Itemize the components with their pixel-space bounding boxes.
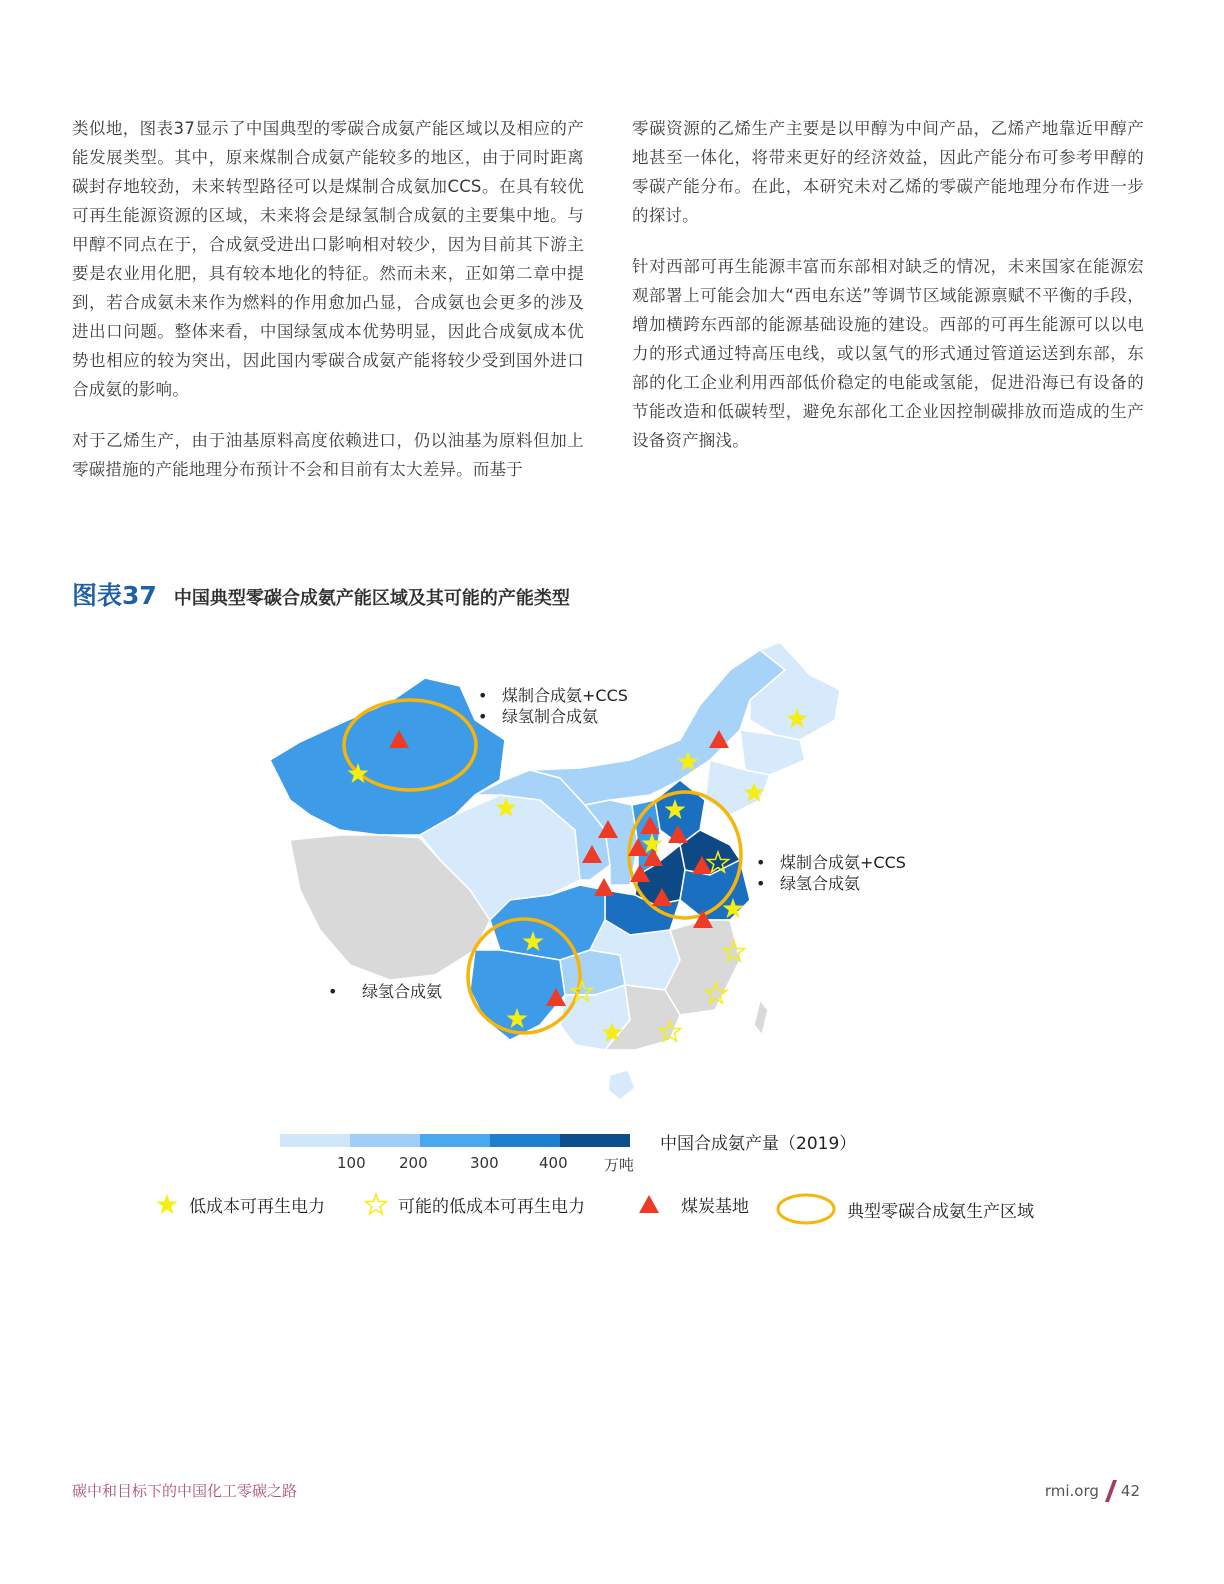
legend-item-ellipse: [775, 1192, 1034, 1226]
region-taiwan: [754, 1000, 768, 1035]
annotation-line: 煤制合成氨+CCS: [780, 853, 906, 872]
right-text-column: [632, 114, 1144, 477]
paragraph: 零碳资源的乙烯生产主要是以甲醇为中间产品，乙烯产地靠近甲醇产地甚至一体化，将带来更好的经济效益，因此产能分布可参考甲醇的零碳产能分布。在此，本研究未对乙烯的零碳产能地理分布作进一步的探讨。: [632, 119, 1144, 225]
scale-tick: 100: [337, 1154, 366, 1172]
annotation-east: [756, 852, 906, 894]
bullet: •: [478, 686, 488, 705]
scale-tick: 万吨: [604, 1156, 635, 1174]
paragraph: 针对西部可再生能源丰富而东部相对缺乏的情况，未来国家在能源宏观部署上可能会加大“西电东送”等调节区域能源禀赋不平衡的手段，增加横跨东西部的能源基础设施的建设。西部的可再生能源可以以电力的形式通过特高压电线，或以氢气的形式通过管道运送到东部，东部的化工企业利用西部低价稳定的电能或氢能，促进沿海已有设备的节能改造和低碳转型，避免东部化工企业因控制碳排放而造成的生产设备资产搁浅。: [632, 257, 1144, 450]
figure-title: [72, 576, 570, 612]
paragraph: 类似地，图表37显示了中国典型的零碳合成氨产能区域以及相应的产能发展类型。其中，原来煤制合成氨产能较多的地区，由于同时距离碳封存地较劲，未来转型路径可以是煤制合成氨加CCS。在具有较优可再生能源资源的区域，未来将会是绿氢制合成氨的主要集中地。与甲醇不同点在于，合成氨受进出口影响相对较少，因为目前其下游主要是农业用化肥，具有较本地化的特征。然而未来，正如第二章中提到，若合成氨未来作为燃料的作用愈加凸显，合成氨也会更多的涉及进出口问题。整体来看，中国绿氢成本优势明显，因此合成氨成本优势也相应的较为突出，因此国内零碳合成氨产能将较少受到国外进口合成氨的影响。: [72, 119, 584, 399]
footer-title: 碳中和目标下的中国化工零碳之路: [72, 1482, 298, 1500]
footer-site-link[interactable]: rmi.org: [1044, 1482, 1099, 1500]
scale-swatch: [280, 1134, 350, 1147]
annotation-line: 绿氢制合成氨: [502, 707, 599, 726]
filled-star-icon: [155, 1193, 179, 1217]
scale-swatch: [350, 1134, 420, 1147]
outline-star-icon: [364, 1193, 388, 1217]
region-hainan: [608, 1070, 635, 1100]
bullet: •: [756, 874, 766, 893]
footer-page-info: [1045, 1480, 1140, 1502]
legend-label: 典型零碳合成氨生产区域: [847, 1201, 1034, 1222]
figure-caption: 中国典型零碳合成氨产能区域及其可能的产能类型: [173, 588, 570, 609]
annotation-line: 绿氢合成氨: [780, 874, 861, 893]
color-scale-bar: [280, 1134, 630, 1148]
scale-swatch: [560, 1134, 630, 1147]
scale-swatch: [420, 1134, 490, 1147]
region-fujian: [665, 920, 740, 1015]
legend-item-outline-star: [364, 1192, 585, 1217]
scale-title: 中国合成氨产量（2019）: [660, 1134, 857, 1154]
figure-number: 图表37: [72, 581, 157, 610]
page-number: 42: [1120, 1482, 1140, 1500]
scale-tick: 200: [399, 1154, 428, 1172]
bullet: •: [478, 707, 488, 726]
bullet: •: [756, 853, 766, 872]
legend-label: 煤炭基地: [681, 1197, 749, 1217]
ellipse-icon: [775, 1192, 837, 1226]
legend-label: 低成本可再生电力: [189, 1197, 325, 1217]
scale-swatch: [490, 1134, 560, 1147]
triangle-icon: [637, 1193, 661, 1217]
annotation-southwest: [328, 981, 442, 1002]
legend-label: 可能的低成本可再生电力: [398, 1197, 585, 1217]
legend-item-triangle: [637, 1192, 749, 1217]
paragraph: 对于乙烯生产，由于油基原料高度依赖进口，仍以油基为原料但加上零碳措施的产能地理分布预计不会和目前有太大差异。而基于: [72, 431, 584, 479]
annotation-northwest: [478, 685, 628, 727]
scale-tick: 300: [470, 1154, 499, 1172]
annotation-line: 绿氢合成氨: [362, 982, 443, 1001]
annotation-line: 煤制合成氨+CCS: [502, 686, 628, 705]
left-text-column: [72, 114, 584, 506]
bullet: •: [328, 982, 338, 1001]
slash-divider: [1105, 1480, 1117, 1502]
scale-tick: 400: [539, 1154, 568, 1172]
legend-item-filled-star: [155, 1192, 325, 1217]
